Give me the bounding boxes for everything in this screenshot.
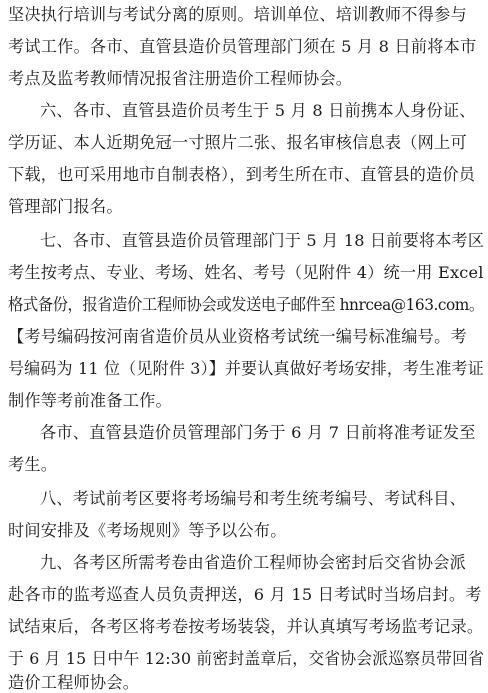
text-line: 制作等考前准备工作。 <box>8 391 172 410</box>
text-line: 赴各市的监考巡查人员负责押送，6 月 15 日考试时当场启封。考 <box>8 585 482 604</box>
text-line: 七、各市、直管县造价员管理部门于 5 月 18 日前要将本考区 <box>40 231 485 250</box>
text-line: 考试工作。各市、直管县造价员管理部门须在 5 月 8 日前将本市 <box>8 37 477 56</box>
text-line: 八、考试前考区要将考场编号和考生统考编号、考试科目、 <box>40 489 467 508</box>
text-line: 考生。 <box>8 455 58 474</box>
text-line: 坚决执行培训与考试分离的原则。培训单位、培训教师不得参与 <box>8 5 467 24</box>
text-line: 各市、直管县造价员管理部门务于 6 月 7 日前将准考证发至 <box>40 423 476 442</box>
text-line: 时间安排及《考场规则》等予以公布。 <box>8 521 287 540</box>
text-line: 试结束后，各考区将考卷按考场装袋，并认真填写考场监考记录。 <box>8 617 484 636</box>
text-line: 九、各考区所需考卷由省造价工程师协会密封后交省协会派 <box>40 553 467 572</box>
text-line: 学历证、本人近期免冠一寸照片二张、报名审核信息表（网上可 <box>8 133 467 152</box>
text-line: 格式备份，报省造价工程师协会或发送电子邮件至 hnrcea@163.com。 <box>8 295 484 314</box>
text-line: 考生按考点、专业、考场、姓名、考号（见附件 4）统一用 Excel <box>8 263 484 282</box>
text-line: 造价工程师协会。 <box>8 673 140 692</box>
text-line: 于 6 月 15 日中午 12:30 前密封盖章后，交省协会派巡察员带回省 <box>8 649 485 668</box>
text-line: 下载，也可采用地市自制表格），到考生所在市、直管县的造价员 <box>8 165 476 184</box>
text-line: 管理部门报名。 <box>8 197 123 216</box>
text-line: 考点及监考教师情况报省注册造价工程师协会。 <box>8 69 353 88</box>
text-line: 号编码为 11 位（见附件 3）】并要认真做好考场安排，考生准考证 <box>8 359 484 378</box>
text-line: 【考号编码按河南省造价员从业资格考试统一编号标准编号。考 <box>8 327 467 346</box>
text-line: 六、各市、直管县造价员考生于 5 月 8 日前携本人身份证、 <box>40 101 476 120</box>
